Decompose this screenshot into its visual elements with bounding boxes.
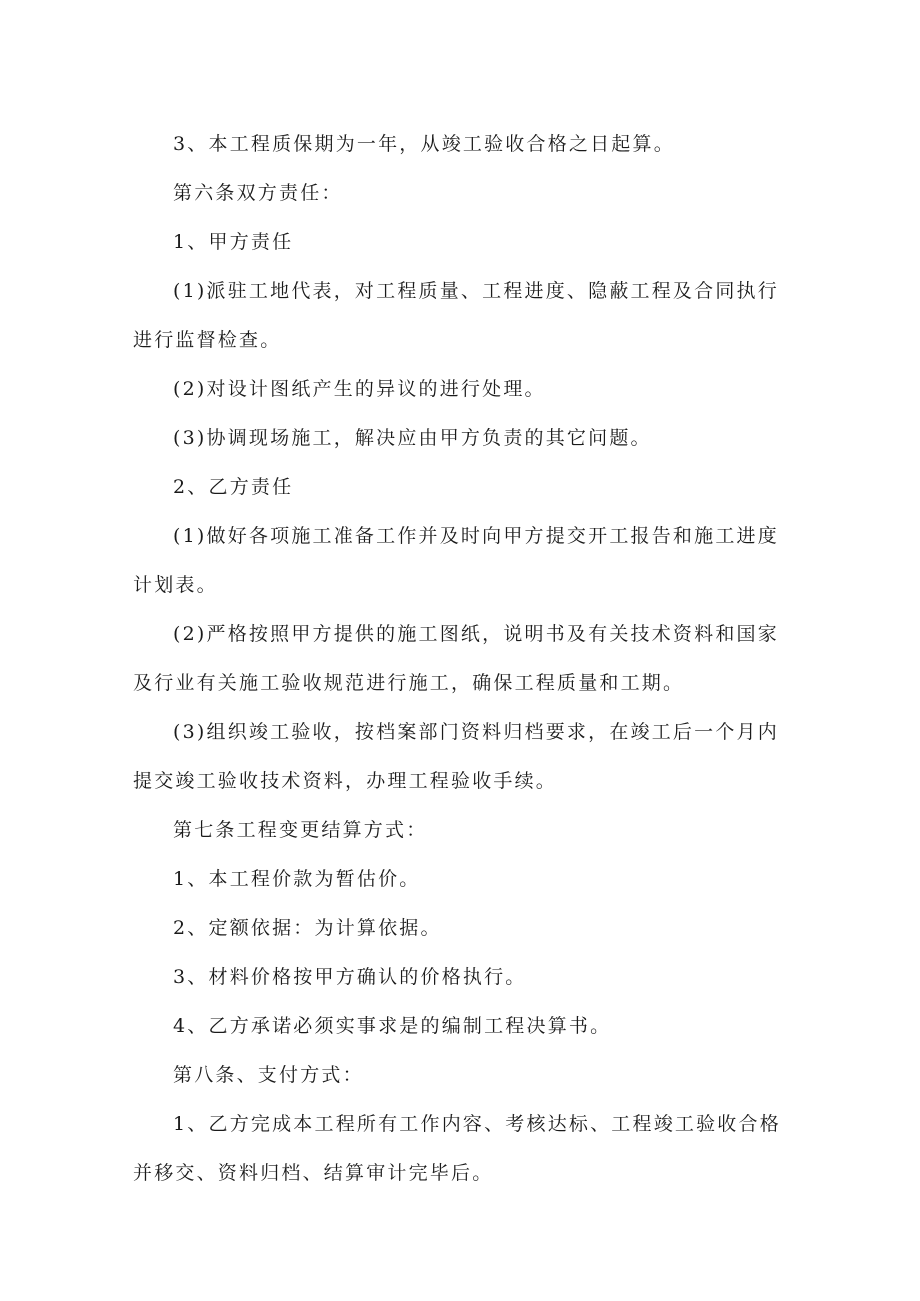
heading-article-7: 第七条工程变更结算方式： — [173, 819, 428, 841]
document-body — [133, 120, 793, 1198]
paragraph-party-a-3: (3)协调现场施工，解决应由甲方负责的其它问题。 — [173, 427, 652, 449]
paragraph-party-a-1: (1)派驻工地代表，对工程质量、工程进度、隐蔽工程及合同执行进行监督检查。 — [133, 280, 779, 351]
paragraph-party-a-2: (2)对设计图纸产生的异议的进行处理。 — [173, 378, 546, 400]
paragraph-settlement-4: 4、乙方承诺必须实事求是的编制工程决算书。 — [173, 1015, 612, 1037]
subheading-party-a: 1、甲方责任 — [173, 231, 294, 253]
paragraph-warranty: 3、本工程质保期为一年，从竣工验收合格之日起算。 — [173, 133, 675, 155]
subheading-party-b: 2、乙方责任 — [173, 476, 294, 498]
paragraph-settlement-3: 3、材料价格按甲方确认的价格执行。 — [173, 966, 527, 988]
paragraph-party-b-3: (3)组织竣工验收，按档案部门资料归档要求，在竣工后一个月内提交竣工验收技术资料，办理工程验收手续。 — [133, 721, 779, 792]
paragraph-party-b-2: (2)严格按照甲方提供的施工图纸，说明书及有关技术资料和国家及行业有关施工验收规范进行施工，确保工程质量和工期。 — [133, 623, 779, 694]
paragraph-payment-1: 1、乙方完成本工程所有工作内容、考核达标、工程竣工验收合格并移交、资料归档、结算审计完毕后。 — [133, 1113, 781, 1184]
paragraph-settlement-1: 1、本工程价款为暂估价。 — [173, 868, 421, 890]
heading-article-6: 第六条双方责任： — [173, 182, 343, 204]
paragraph-party-b-1: (1)做好各项施工准备工作并及时向甲方提交开工报告和施工进度计划表。 — [133, 525, 779, 596]
paragraph-settlement-2: 2、定额依据：为计算依据。 — [173, 917, 442, 939]
heading-article-8: 第八条、支付方式： — [173, 1064, 364, 1086]
